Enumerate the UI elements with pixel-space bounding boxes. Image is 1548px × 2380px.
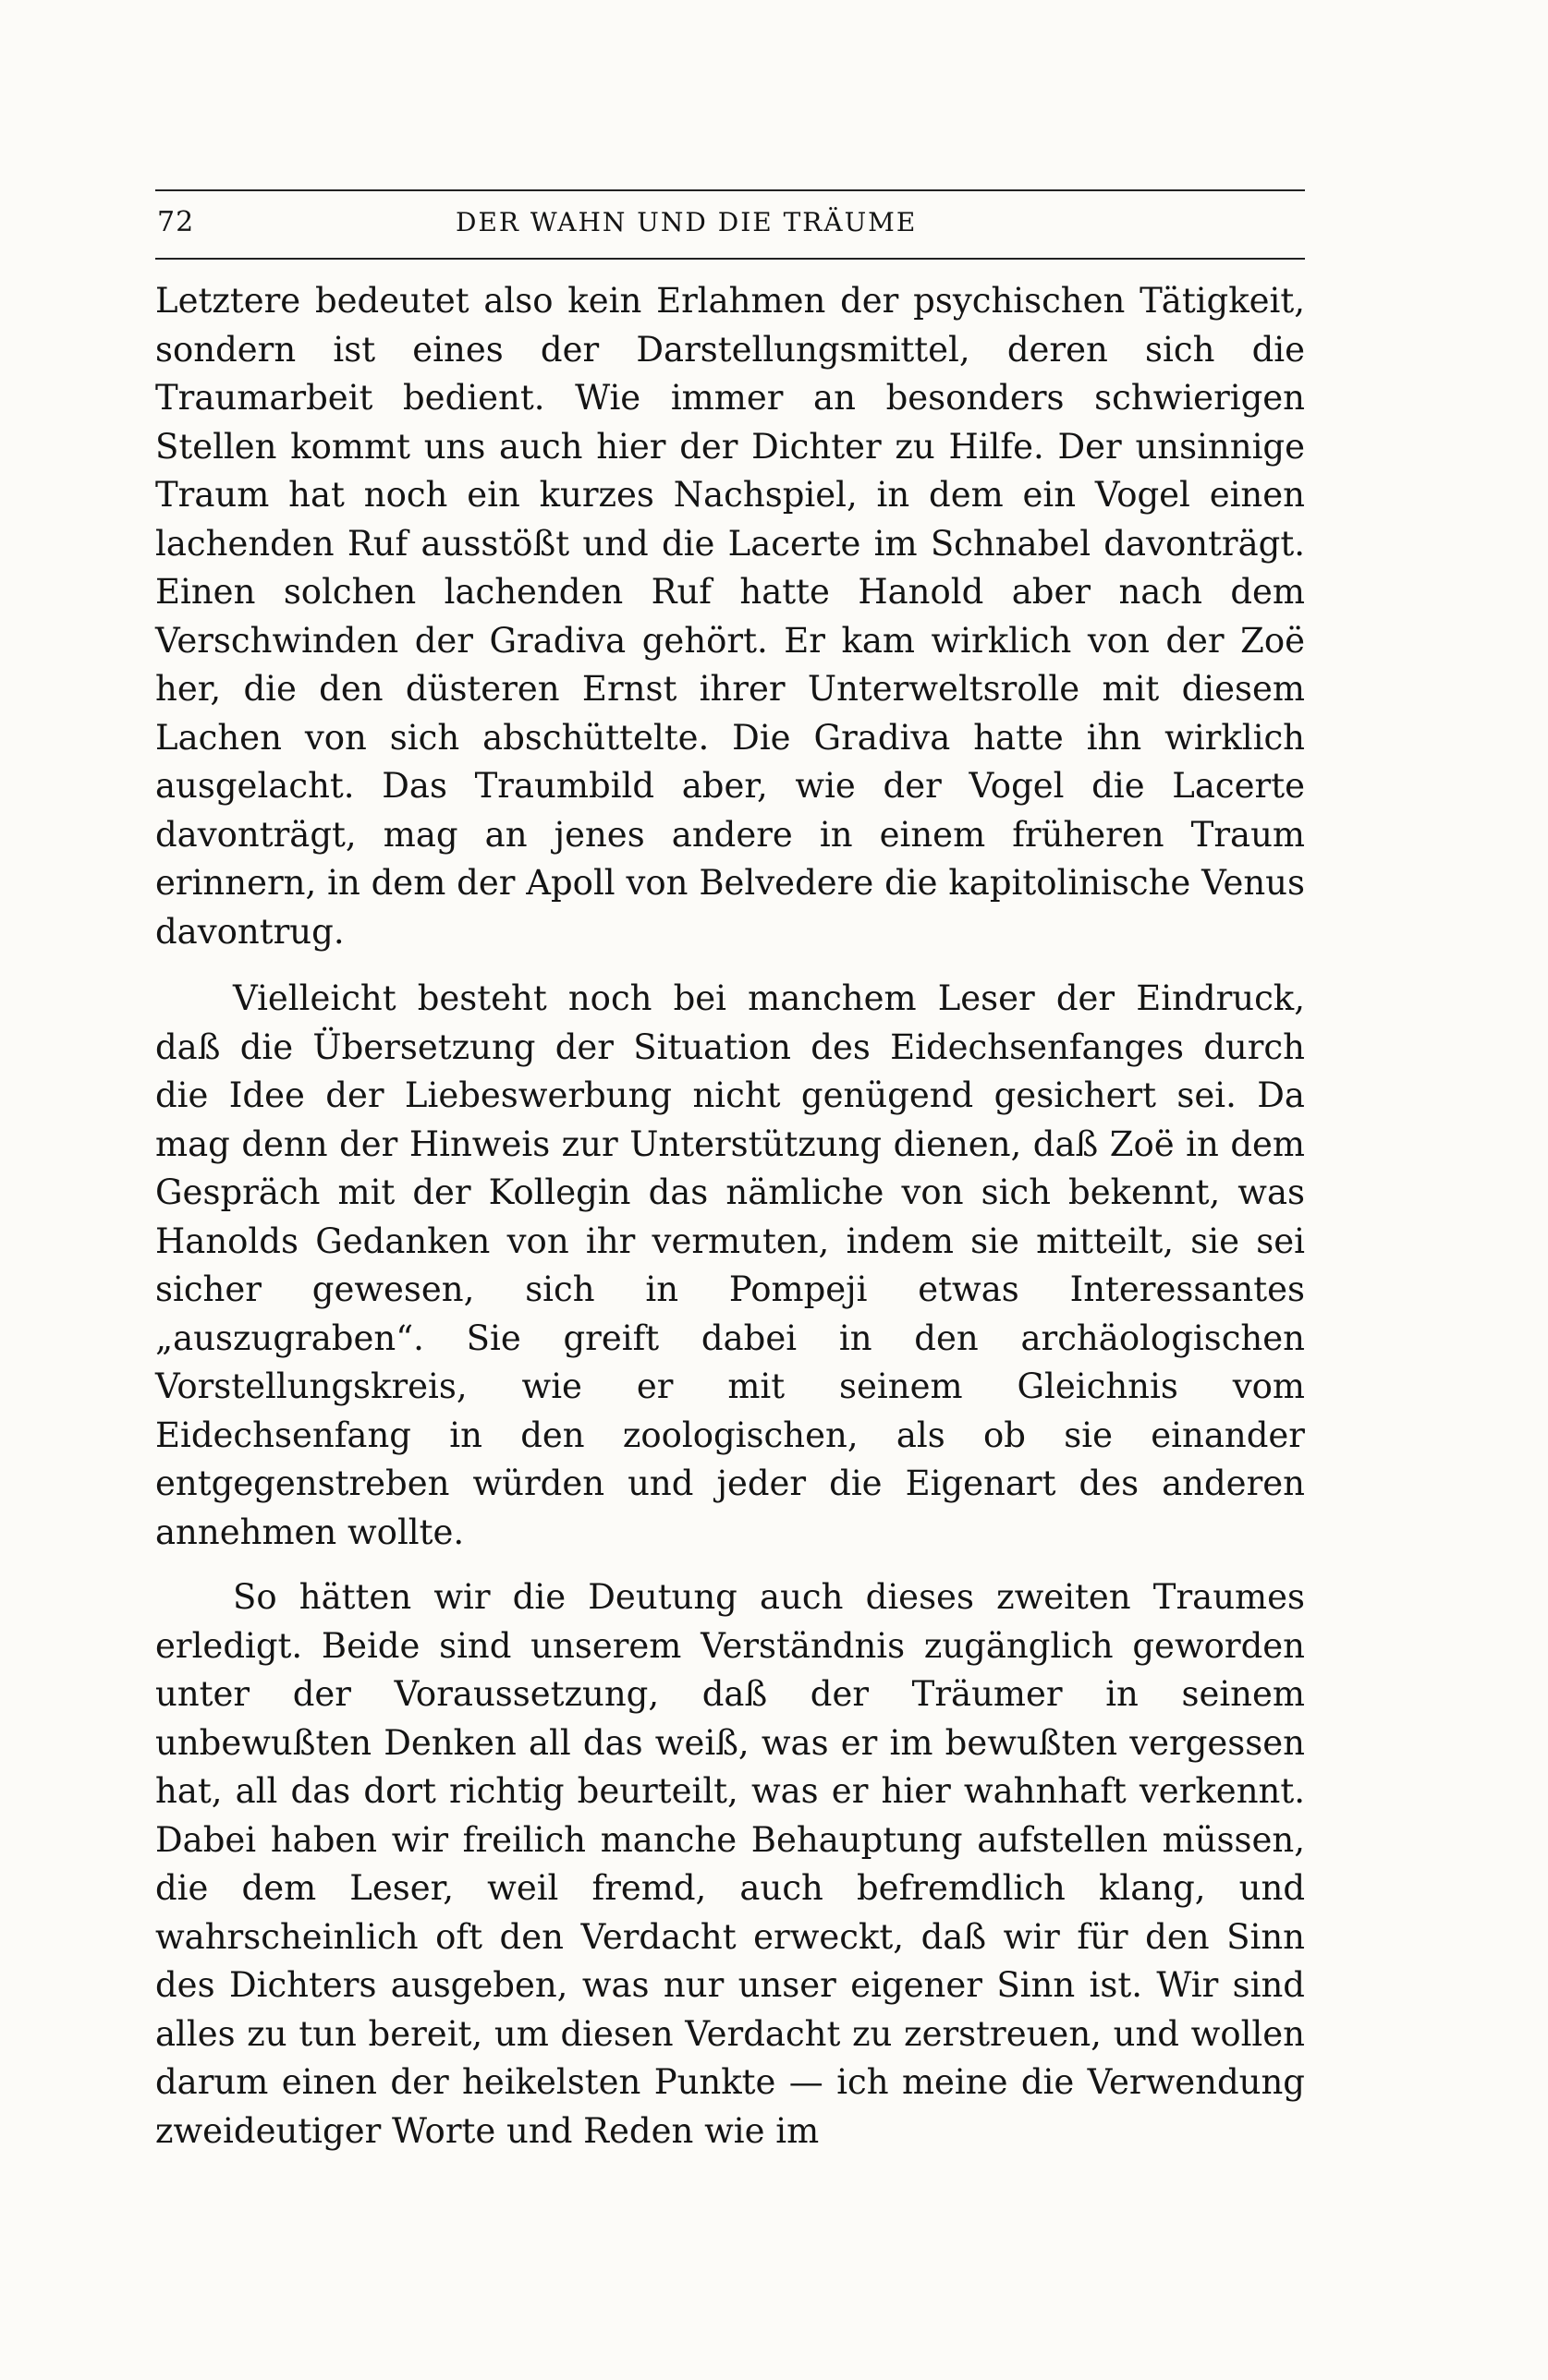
page-header — [155, 189, 1305, 260]
page-number: 72 — [157, 206, 195, 238]
paragraph-1: Letztere bedeutet also kein Erlahmen der psychischen Tätigkeit, sondern ist eines der Darstellungsmittel, deren sich die Traumarbeit bedient. Wie immer an besonders schwierigen Stellen kommt uns auch hier der Dichter zu Hilfe. Der unsinnige Traum hat noch ein kurzes Nachspiel, in dem ein Vogel einen lachenden Ruf ausstößt und die Lacerte im Schnabel davonträgt. Einen solchen lachenden Ruf hatte Hanold aber nach dem Verschwinden der Gradiva gehört. Er kam wirklich von der Zoë her, die den düsteren Ernst ihrer Unterweltsrolle mit diesem Lachen von sich abschüttelte. Die Gradiva hatte ihn wirklich ausgelacht. Das Traumbild aber, wie der Vogel die Lacerte davonträgt, mag an jenes andere in einem früheren Traum erinnern, in dem der Apoll von Belvedere die kapitolinische Venus davontrug. — [155, 281, 1305, 952]
body-text — [155, 277, 1305, 2155]
paragraph-3: So hätten wir die Deutung auch dieses zweiten Traumes erledigt. Beide sind unserem Verständnis zugänglich geworden unter der Voraussetzung, daß der Träumer in seinem unbewußten Denken all das weiß, was er im bewußten vergessen hat, all das dort richtig beurteilt, was er hier wahnhaft verkennt. Dabei haben wir freilich manche Behauptung aufstellen müssen, die dem Leser, weil fremd, auch befremdlich klang, und wahrscheinlich oft den Verdacht erweckt, daß wir für den Sinn des Dichters ausgeben, was nur unser eigener Sinn ist. Wir sind alles zu tun bereit, um diesen Verdacht zu zerstreuen, und wollen darum einen der heikelsten Punkte — ich meine die Verwendung zweideutiger Worte und Reden wie im — [155, 1577, 1305, 2151]
paragraph-2: Vielleicht besteht noch bei manchem Leser der Eindruck, daß die Übersetzung der Situation des Eidechsenfanges durch die Idee der Liebeswerbung nicht genügend gesichert sei. Da mag denn der Hinweis zur Unterstützung dienen, daß Zoë in dem Gespräch mit der Kollegin das nämliche von sich bekennt, was Hanolds Gedanken von ihr vermuten, indem sie mitteilt, sie sei sicher gewesen, sich in Pompeji etwas Interessantes „auszugraben“. Sie greift dabei in den archäologischen Vorstellungskreis, wie er mit seinem Gleichnis vom Eidechsenfang in den zoologischen, als ob sie einander entgegenstreben würden und jeder die Eigenart des anderen annehmen wollte. — [155, 978, 1305, 1552]
running-title: DER WAHN UND DIE TRÄUME — [456, 207, 918, 237]
